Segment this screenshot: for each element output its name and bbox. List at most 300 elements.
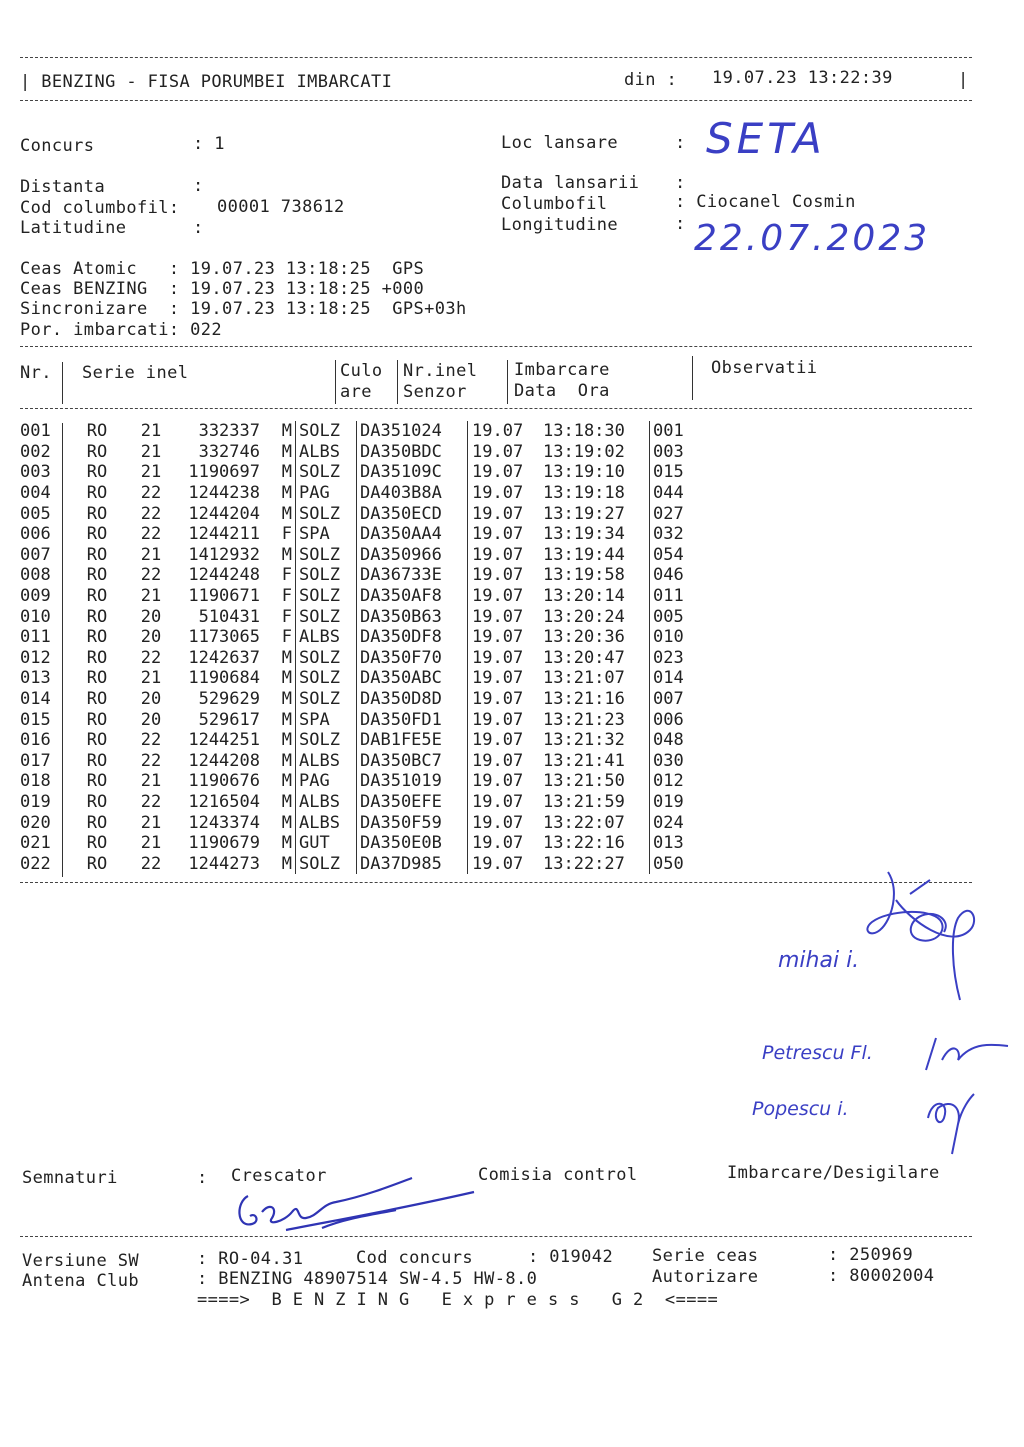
row-nr: 015 xyxy=(20,709,51,730)
row-sensor-ring: DA350B63 xyxy=(357,606,468,627)
autorizare-value: : 80002004 xyxy=(828,1266,935,1286)
col-data-ora-header: Data Ora xyxy=(514,381,610,401)
table-row xyxy=(20,627,684,648)
row-color: SPA xyxy=(296,524,357,545)
row-country: RO xyxy=(86,565,108,586)
row-year: 21 xyxy=(140,771,162,792)
row-date: 19.07 xyxy=(472,565,524,586)
row-time: 13:22:16 xyxy=(543,833,650,854)
col-culoare-header-2: are xyxy=(340,382,372,402)
row-country: RO xyxy=(86,441,108,462)
row-year: 20 xyxy=(140,606,162,627)
row-year: 21 xyxy=(140,421,162,442)
row-sensor-ring: DA35109C xyxy=(357,462,468,483)
latitudine-value: : xyxy=(193,218,204,238)
col-senzor-header: Senzor xyxy=(403,382,467,402)
table-row xyxy=(20,606,684,627)
row-year: 22 xyxy=(140,503,162,524)
row-sex: M xyxy=(264,771,296,792)
crescator-label: Crescator xyxy=(231,1166,327,1186)
row-ring-number: 1190679 xyxy=(188,833,260,854)
table-body xyxy=(20,421,684,874)
row-date: 19.07 xyxy=(472,627,524,648)
row-country: RO xyxy=(86,730,108,751)
benzing-express-banner: ====> B E N Z I N G E x p r e s s G 2 <==== xyxy=(197,1290,719,1310)
col-divider xyxy=(335,360,336,404)
table-row xyxy=(20,792,684,813)
row-color: ALBS xyxy=(296,751,357,772)
row-ring-number: 1244211 xyxy=(188,524,260,545)
row-sex: M xyxy=(264,709,296,730)
row-nr: 017 xyxy=(20,750,51,771)
row-sex: F xyxy=(264,565,296,586)
row-nr: 003 xyxy=(20,462,51,483)
cod-columbofil-value: 00001 738612 xyxy=(217,197,345,217)
row-sex: F xyxy=(264,606,296,627)
row-nr: 018 xyxy=(20,771,51,792)
row-date: 19.07 xyxy=(472,689,524,710)
row-country: RO xyxy=(86,421,108,442)
row-ring-number: 1244238 xyxy=(188,483,260,504)
row-date: 19.07 xyxy=(472,503,524,524)
header-rule xyxy=(20,100,972,101)
row-date: 19.07 xyxy=(472,524,524,545)
row-ring-number: 332746 xyxy=(198,441,260,462)
row-nr: 007 xyxy=(20,544,51,565)
row-color: SOLZ xyxy=(296,668,357,689)
header-end-bar: | xyxy=(958,70,969,90)
row-observation: 046 xyxy=(653,565,684,586)
table-bottom-rule xyxy=(20,882,972,883)
commission-note-1: mihai i. xyxy=(778,948,860,973)
row-country: RO xyxy=(86,853,108,874)
row-time: 13:19:10 xyxy=(543,462,650,483)
distanta-value: : xyxy=(193,176,204,196)
col-culoare-header-1: Culo xyxy=(340,361,383,381)
row-sensor-ring: DA350F59 xyxy=(357,812,468,833)
row-sensor-ring: DA37D985 xyxy=(357,853,468,874)
row-sensor-ring: DA350DF8 xyxy=(357,627,468,648)
row-ring-number: 510431 xyxy=(198,606,260,627)
row-country: RO xyxy=(86,750,108,771)
row-time: 13:20:36 xyxy=(543,627,650,648)
din-label: din : xyxy=(624,70,678,90)
comisia-label: Comisia control xyxy=(478,1165,638,1185)
row-sensor-ring: DA350ECD xyxy=(357,503,468,524)
row-date: 19.07 xyxy=(472,730,524,751)
table-row xyxy=(20,545,684,566)
row-time: 13:19:02 xyxy=(543,442,650,463)
row-time: 13:21:32 xyxy=(543,730,650,751)
table-row xyxy=(20,771,684,792)
table-row xyxy=(20,586,684,607)
col-divider xyxy=(507,360,508,404)
commission-signature-3 xyxy=(922,1088,982,1158)
row-ring-number: 1244248 xyxy=(188,565,260,586)
row-sex: M xyxy=(264,833,296,854)
row-color: SPA xyxy=(296,709,357,730)
row-date: 19.07 xyxy=(472,771,524,792)
serie-ceas-value: : 250969 xyxy=(828,1245,914,1265)
breeder-signature xyxy=(226,1172,486,1238)
row-observation: 054 xyxy=(653,544,684,565)
row-year: 22 xyxy=(140,750,162,771)
row-country: RO xyxy=(86,544,108,565)
row-date: 19.07 xyxy=(472,709,524,730)
col-divider xyxy=(397,360,398,404)
autorizare-label: Autorizare xyxy=(652,1267,759,1287)
row-ring-number: 1412932 xyxy=(188,544,260,565)
concurs-label: Concurs xyxy=(20,136,95,156)
row-country: RO xyxy=(86,689,108,710)
row-nr: 022 xyxy=(20,853,51,874)
row-sensor-ring: DA350FD1 xyxy=(357,709,468,730)
row-year: 22 xyxy=(140,647,162,668)
table-row xyxy=(20,853,684,874)
embarked-pigeons-table xyxy=(20,421,684,874)
table-row xyxy=(20,730,684,751)
row-year: 22 xyxy=(140,853,162,874)
loc-lansare-label: Loc lansare xyxy=(501,133,618,153)
row-color: SOLZ xyxy=(296,421,357,442)
row-time: 13:22:07 xyxy=(543,812,650,833)
table-row xyxy=(20,751,684,772)
row-sensor-ring: DA350E0B xyxy=(357,833,468,854)
table-row xyxy=(20,565,684,586)
row-nr: 011 xyxy=(20,627,51,648)
row-observation: 044 xyxy=(653,483,684,504)
row-date: 19.07 xyxy=(472,586,524,607)
row-time: 13:21:50 xyxy=(543,771,650,792)
row-sensor-ring: DA351019 xyxy=(357,771,468,792)
col-nr-inel-header: Nr.inel xyxy=(403,361,478,381)
row-sex: M xyxy=(264,545,296,566)
row-sex: F xyxy=(264,524,296,545)
row-observation: 014 xyxy=(653,668,684,689)
row-year: 20 xyxy=(140,627,162,648)
commission-note-3: Popescu i. xyxy=(752,1098,849,1120)
row-country: RO xyxy=(86,668,108,689)
row-country: RO xyxy=(86,586,108,607)
row-nr: 006 xyxy=(20,524,51,545)
row-country: RO xyxy=(86,709,108,730)
row-sex: F xyxy=(264,586,296,607)
versiune-value: : RO-04.31 xyxy=(197,1249,304,1269)
row-observation: 011 xyxy=(653,586,684,607)
antena-value: : BENZING 48907514 SW-4.5 HW-8.0 xyxy=(197,1269,538,1289)
loc-lansare-colon: : xyxy=(675,133,686,153)
row-nr: 021 xyxy=(20,833,51,854)
col-divider xyxy=(692,356,693,400)
sincronizare: Sincronizare : 19.07.23 13:18:25 GPS+03h xyxy=(20,299,467,319)
row-observation: 030 xyxy=(653,750,684,771)
row-observation: 003 xyxy=(653,441,684,462)
row-color: SOLZ xyxy=(296,565,357,586)
row-sensor-ring: DA350F70 xyxy=(357,648,468,669)
row-nr: 019 xyxy=(20,791,51,812)
row-observation: 001 xyxy=(653,421,684,442)
columbofil-label: Columbofil xyxy=(501,194,608,214)
row-country: RO xyxy=(86,606,108,627)
table-row xyxy=(20,668,684,689)
columbofil-value: : Ciocanel Cosmin xyxy=(675,192,856,212)
row-observation: 032 xyxy=(653,524,684,545)
row-country: RO xyxy=(86,483,108,504)
row-time: 13:20:47 xyxy=(543,648,650,669)
footer-rule xyxy=(20,1236,972,1237)
row-ring-number: 1173065 xyxy=(188,627,260,648)
row-sex: M xyxy=(264,483,296,504)
table-row xyxy=(20,483,684,504)
row-ring-number: 1244273 xyxy=(188,853,260,874)
row-date: 19.07 xyxy=(472,833,524,854)
por-imbarcati: Por. imbarcati: 022 xyxy=(20,320,223,340)
row-observation: 023 xyxy=(653,647,684,668)
row-country: RO xyxy=(86,812,108,833)
cod-concurs-value: : 019042 xyxy=(528,1247,614,1267)
semnaturi-colon: : xyxy=(197,1168,208,1188)
din-timestamp: 19.07.23 13:22:39 xyxy=(712,68,893,88)
table-row xyxy=(20,421,684,442)
row-color: SOLZ xyxy=(296,462,357,483)
row-year: 21 xyxy=(140,462,162,483)
row-ring-number: 1244251 xyxy=(188,730,260,751)
row-ring-number: 1190676 xyxy=(188,771,260,792)
row-time: 13:20:24 xyxy=(543,606,650,627)
concurs-value: : 1 xyxy=(193,134,225,154)
cod-concurs-label: Cod concurs xyxy=(356,1248,473,1268)
row-sensor-ring: DA403B8A xyxy=(357,483,468,504)
row-year: 21 xyxy=(140,544,162,565)
row-color: SOLZ xyxy=(296,503,357,524)
table-row xyxy=(20,503,684,524)
row-ring-number: 1190684 xyxy=(188,668,260,689)
row-observation: 019 xyxy=(653,791,684,812)
row-sensor-ring: DA350BC7 xyxy=(357,751,468,772)
row-nr: 008 xyxy=(20,565,51,586)
columns-top-rule xyxy=(20,346,972,347)
row-time: 13:21:41 xyxy=(543,751,650,772)
row-year: 21 xyxy=(140,812,162,833)
row-observation: 048 xyxy=(653,730,684,751)
table-row xyxy=(20,442,684,463)
row-observation: 027 xyxy=(653,503,684,524)
row-observation: 024 xyxy=(653,812,684,833)
row-observation: 050 xyxy=(653,853,684,874)
row-country: RO xyxy=(86,627,108,648)
row-color: SOLZ xyxy=(296,648,357,669)
columns-bottom-rule xyxy=(20,408,972,409)
row-color: GUT xyxy=(296,833,357,854)
row-time: 13:19:27 xyxy=(543,503,650,524)
row-date: 19.07 xyxy=(472,606,524,627)
row-ring-number: 1244204 xyxy=(188,503,260,524)
row-date: 19.07 xyxy=(472,462,524,483)
row-date: 19.07 xyxy=(472,441,524,462)
row-nr: 020 xyxy=(20,812,51,833)
cod-columbofil-label: Cod columbofil: xyxy=(20,198,180,218)
row-year: 22 xyxy=(140,483,162,504)
row-time: 13:19:18 xyxy=(543,483,650,504)
row-color: ALBS xyxy=(296,792,357,813)
row-sensor-ring: DA350ABC xyxy=(357,668,468,689)
row-sensor-ring: DA350AF8 xyxy=(357,586,468,607)
distanta-label: Distanta xyxy=(20,177,106,197)
row-color: ALBS xyxy=(296,812,357,833)
row-sex: M xyxy=(264,503,296,524)
row-sensor-ring: DA350966 xyxy=(357,545,468,566)
row-observation: 005 xyxy=(653,606,684,627)
row-date: 19.07 xyxy=(472,647,524,668)
row-sex: M xyxy=(264,668,296,689)
row-time: 13:22:27 xyxy=(543,853,650,874)
document-title: | BENZING - FISA PORUMBEI IMBARCATI xyxy=(20,72,393,92)
top-rule xyxy=(20,57,972,58)
ceas-atomic: Ceas Atomic : 19.07.23 13:18:25 GPS xyxy=(20,259,425,279)
table-row xyxy=(20,524,684,545)
row-sex: M xyxy=(264,792,296,813)
row-time: 13:21:16 xyxy=(543,689,650,710)
row-observation: 015 xyxy=(653,462,684,483)
row-nr: 013 xyxy=(20,668,51,689)
row-time: 13:21:23 xyxy=(543,709,650,730)
row-sex: M xyxy=(264,442,296,463)
data-lansarii-label: Data lansarii xyxy=(501,173,640,193)
row-sensor-ring: DA351024 xyxy=(357,421,468,442)
ceas-benzing: Ceas BENZING : 19.07.23 13:18:25 +000 xyxy=(20,279,425,299)
data-lansarii-value: : xyxy=(675,173,686,193)
col-divider xyxy=(62,362,63,404)
row-year: 20 xyxy=(140,709,162,730)
table-row xyxy=(20,709,684,730)
row-ring-number: 1190671 xyxy=(188,586,260,607)
row-color: SOLZ xyxy=(296,606,357,627)
row-year: 21 xyxy=(140,833,162,854)
row-ring-number: 529629 xyxy=(198,689,260,710)
row-nr: 001 xyxy=(20,421,51,442)
row-sensor-ring: DA350D8D xyxy=(357,689,468,710)
serie-ceas-label: Serie ceas xyxy=(652,1246,759,1266)
row-observation: 013 xyxy=(653,833,684,854)
semnaturi-label: Semnaturi xyxy=(22,1168,118,1188)
col-imbarcare-header: Imbarcare xyxy=(514,360,610,380)
commission-signature-scribble xyxy=(840,860,990,1010)
row-country: RO xyxy=(86,771,108,792)
row-color: ALBS xyxy=(296,627,357,648)
row-country: RO xyxy=(86,647,108,668)
latitudine-label: Latitudine xyxy=(20,218,127,238)
row-year: 20 xyxy=(140,689,162,710)
row-observation: 010 xyxy=(653,627,684,648)
row-nr: 016 xyxy=(20,730,51,751)
table-row xyxy=(20,812,684,833)
row-time: 13:18:30 xyxy=(543,421,650,442)
table-row xyxy=(20,833,684,854)
row-sensor-ring: DA350BDC xyxy=(357,442,468,463)
row-observation: 012 xyxy=(653,771,684,792)
row-color: SOLZ xyxy=(296,586,357,607)
row-sex: M xyxy=(264,853,296,874)
row-year: 21 xyxy=(140,668,162,689)
row-year: 21 xyxy=(140,586,162,607)
row-color: SOLZ xyxy=(296,689,357,710)
row-color: SOLZ xyxy=(296,730,357,751)
imbarcare-desigilare-label: Imbarcare/Desigilare xyxy=(727,1163,940,1183)
row-sex: M xyxy=(264,462,296,483)
row-country: RO xyxy=(86,462,108,483)
row-date: 19.07 xyxy=(472,812,524,833)
row-color: PAG xyxy=(296,771,357,792)
row-date: 19.07 xyxy=(472,421,524,442)
row-nr: 009 xyxy=(20,586,51,607)
col-observatii-header: Observatii xyxy=(711,358,818,378)
row-year: 22 xyxy=(140,524,162,545)
row-sex: M xyxy=(264,421,296,442)
loc-lansare-handwritten: SETA xyxy=(706,114,826,163)
commission-signature-2 xyxy=(922,1030,1012,1075)
row-sex: M xyxy=(264,689,296,710)
launch-date-handwritten: 22.07.2023 xyxy=(694,218,931,259)
row-time: 13:19:58 xyxy=(543,565,650,586)
row-sensor-ring: DA350EFE xyxy=(357,792,468,813)
row-ring-number: 1216504 xyxy=(188,791,260,812)
versiune-label: Versiune SW xyxy=(22,1251,139,1271)
row-nr: 005 xyxy=(20,503,51,524)
row-sex: M xyxy=(264,648,296,669)
row-time: 13:19:44 xyxy=(543,545,650,566)
row-nr: 010 xyxy=(20,606,51,627)
table-row xyxy=(20,689,684,710)
row-nr: 012 xyxy=(20,647,51,668)
row-sex: M xyxy=(264,730,296,751)
row-date: 19.07 xyxy=(472,853,524,874)
row-ring-number: 529617 xyxy=(198,709,260,730)
row-color: SOLZ xyxy=(296,853,357,874)
row-date: 19.07 xyxy=(472,791,524,812)
row-time: 13:21:59 xyxy=(543,792,650,813)
longitudine-label: Longitudine xyxy=(501,215,618,235)
row-ring-number: 1244208 xyxy=(188,750,260,771)
table-row xyxy=(20,648,684,669)
row-ring-number: 332337 xyxy=(198,421,260,442)
row-time: 13:21:07 xyxy=(543,668,650,689)
row-ring-number: 1242637 xyxy=(188,647,260,668)
row-ring-number: 1243374 xyxy=(188,812,260,833)
row-country: RO xyxy=(86,503,108,524)
antena-label: Antena Club xyxy=(22,1271,139,1291)
row-year: 21 xyxy=(140,441,162,462)
row-date: 19.07 xyxy=(472,668,524,689)
row-sex: M xyxy=(264,751,296,772)
row-country: RO xyxy=(86,833,108,854)
row-year: 22 xyxy=(140,730,162,751)
row-nr: 004 xyxy=(20,483,51,504)
row-country: RO xyxy=(86,524,108,545)
row-time: 13:19:34 xyxy=(543,524,650,545)
row-sex: F xyxy=(264,627,296,648)
table-row xyxy=(20,462,684,483)
row-nr: 002 xyxy=(20,441,51,462)
row-color: SOLZ xyxy=(296,545,357,566)
row-year: 22 xyxy=(140,791,162,812)
row-date: 19.07 xyxy=(472,750,524,771)
row-time: 13:20:14 xyxy=(543,586,650,607)
row-nr: 014 xyxy=(20,689,51,710)
row-sensor-ring: DA36733E xyxy=(357,565,468,586)
row-color: PAG xyxy=(296,483,357,504)
row-color: ALBS xyxy=(296,442,357,463)
longitudine-value: : xyxy=(675,214,686,234)
